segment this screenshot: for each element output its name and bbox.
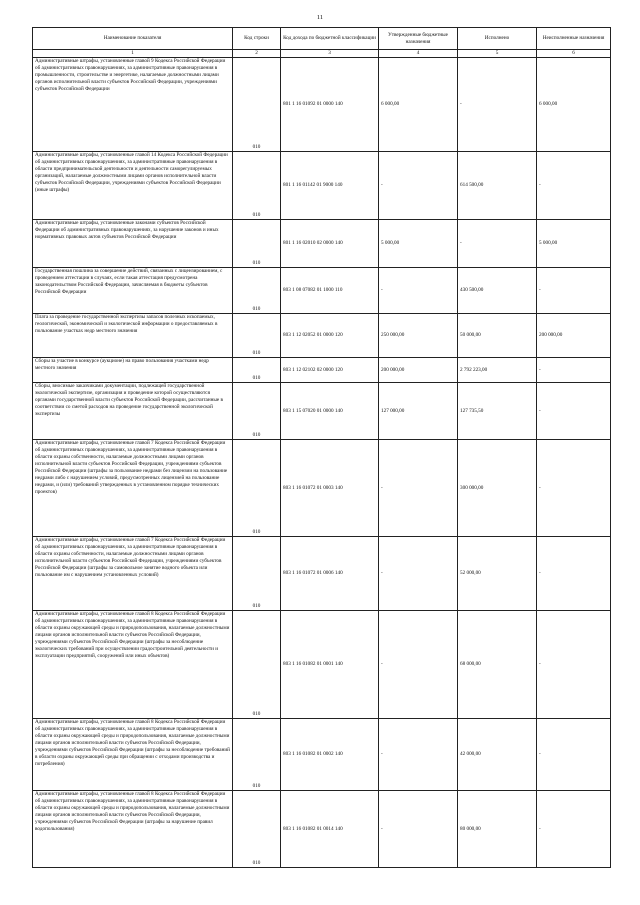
table-row xyxy=(33,58,611,152)
approved-amount: 6 000,00 xyxy=(379,58,458,152)
executed-amount: - xyxy=(458,220,537,268)
executed-amount: 42 000,00 xyxy=(458,719,537,791)
line-code: 010 xyxy=(233,537,281,611)
unexecuted-amount: 5 000,00 xyxy=(537,220,611,268)
table-row xyxy=(33,719,611,791)
indicator-name: Плата за проведение государственной экспертизы запасов полезных ископаемых, геологической, экономической и экологической информации о предоставляемых в пользование участках недр местного значения xyxy=(33,314,233,358)
table-row xyxy=(33,383,611,440)
line-code: 010 xyxy=(233,719,281,791)
unexecuted-amount: - xyxy=(537,268,611,314)
header-line-code: Код строки xyxy=(233,28,281,50)
approved-amount: - xyxy=(379,719,458,791)
income-code: 803 1 16 01072 01 0006 140 xyxy=(281,537,379,611)
page-number: 11 xyxy=(316,14,324,21)
unexecuted-amount: 6 000,00 xyxy=(537,58,611,152)
indicator-name: Административные штрафы, установленные главой 8 Кодекса Российской Федерации об административных правонарушениях, за административные правонарушения в области охраны окружающей среды и природопользования, налагаемые должностными лицами органов исполнительной власти субъектов Российской Федерации, учреждениями субъектов Российской Федерации (штрафы за несоблюдение требований в области охраны окружающей среды при обращении с отходами производства и потребления) xyxy=(33,719,233,791)
executed-amount: 80 000,00 xyxy=(458,791,537,868)
income-code: 801 1 16 01142 01 9000 140 xyxy=(281,152,379,220)
income-code: 801 1 16 01092 01 0000 140 xyxy=(281,58,379,152)
line-code: 010 xyxy=(233,791,281,868)
header-executed: Исполнено xyxy=(458,28,537,50)
income-code: 803 1 08 07082 01 1000 110 xyxy=(281,268,379,314)
executed-amount: 68 000,00 xyxy=(458,611,537,719)
unexecuted-amount: - xyxy=(537,719,611,791)
income-code: 803 1 16 01072 01 0003 140 xyxy=(281,440,379,537)
line-code: 010 xyxy=(233,152,281,220)
executed-amount: 300 000,00 xyxy=(458,440,537,537)
budget-execution-table xyxy=(32,27,611,868)
table-row xyxy=(33,537,611,611)
indicator-name: Административные штрафы, установленные главой 7 Кодекса Российской Федерации об административных правонарушениях, за административные правонарушения в области охраны собственности, налагаемые должностными лицами органов исполнительной власти субъектов Российской Федерации, учреждениями субъектов Российской Федерации (штрафы за самовольное занятие водного объекта или пользование им с нарушением установленных условий) xyxy=(33,537,233,611)
column-number-row xyxy=(33,50,611,58)
executed-amount: 614 500,00 xyxy=(458,152,537,220)
table-row xyxy=(33,220,611,268)
header-income-code: Код дохода по бюджетной классификации xyxy=(281,28,379,50)
approved-amount: - xyxy=(379,611,458,719)
table-row xyxy=(33,440,611,537)
line-code: 010 xyxy=(233,358,281,383)
table-header xyxy=(33,28,611,50)
executed-amount: 50 000,00 xyxy=(458,314,537,358)
indicator-name: Административные штрафы, установленные главой 7 Кодекса Российской Федерации об административных правонарушениях, за административные правонарушения в области охраны собственности, налагаемые должностными лицами органов исполнительной власти субъектов Российской Федерации, учреждениями субъектов Российской Федерации (штрафы за пользование недрами без лицензии на пользование недрами либо с нарушением условий, предусмотренных лицензией на пользование недрами, и (или) требований утвержденных в установленном порядке технических проектов) xyxy=(33,440,233,537)
line-code: 010 xyxy=(233,611,281,719)
executed-amount: 2 792 223,00 xyxy=(458,358,537,383)
unexecuted-amount: - xyxy=(537,152,611,220)
indicator-name: Административные штрафы, установленные главой 9 Кодекса Российской Федерации об административных правонарушениях, за административные правонарушения в промышленности, строительстве и энергетике, налагаемые должностными лицами органов исполнительной власти субъектов Российской Федерации, учреждениями субъектов Российской Федерации xyxy=(33,58,233,152)
approved-amount: 250 000,00 xyxy=(379,314,458,358)
column-number: 3 xyxy=(281,50,379,58)
table-row xyxy=(33,791,611,868)
unexecuted-amount: 200 000,00 xyxy=(537,314,611,358)
indicator-name: Сборы за участие в конкурсе (аукционе) на право пользования участками недр местного значения xyxy=(33,358,233,383)
table-row xyxy=(33,358,611,383)
approved-amount: 127 000,00 xyxy=(379,383,458,440)
table-row xyxy=(33,314,611,358)
column-number: 6 xyxy=(537,50,611,58)
approved-amount: - xyxy=(379,268,458,314)
indicator-name: Государственная пошлина за совершение действий, связанных с лицензированием, с проведением аттестации в случаях, если такая аттестация предусмотрена законодательством Российской Федерации, зачисляемая в бюджеты субъектов Российской Федерации xyxy=(33,268,233,314)
executed-amount: 127 735,50 xyxy=(458,383,537,440)
header-unexecuted: Неисполненные назначения xyxy=(537,28,611,50)
income-code: 803 1 16 01082 01 0001 140 xyxy=(281,611,379,719)
executed-amount: 430 500,00 xyxy=(458,268,537,314)
indicator-name: Административные штрафы, установленные главой 14 Кодекса Российской Федерации об административных правонарушениях, за административные правонарушения в области предпринимательской деятельности и деятельности саморегулируемых организаций, налагаемые должностными лицами органов исполнительной власти субъектов Российской Федерации, учреждениями субъектов Российской Федерации (иные штрафы) xyxy=(33,152,233,220)
income-code: 803 1 12 02102 02 0000 120 xyxy=(281,358,379,383)
table-row xyxy=(33,611,611,719)
indicator-name: Сборы, вносимые заказчиками документации, подлежащей государственной экологической экспертизе, организация и проведение которой осуществляются органами государственной власти субъектов Российской Федерации, рассчитанные в соответствии со сметой расходов на проведение государственной экологической экспертизы xyxy=(33,383,233,440)
line-code: 010 xyxy=(233,268,281,314)
executed-amount: 52 000,00 xyxy=(458,537,537,611)
approved-amount: - xyxy=(379,791,458,868)
indicator-name: Административные штрафы, установленные законами субъектов Российской Федерации об административных правонарушениях, за нарушение законов и иных нормативных правовых актов субъектов Российской Федерации xyxy=(33,220,233,268)
line-code: 010 xyxy=(233,383,281,440)
line-code: 010 xyxy=(233,220,281,268)
income-code: 803 1 16 01082 01 0014 140 xyxy=(281,791,379,868)
approved-amount: - xyxy=(379,537,458,611)
approved-amount: 5 000,00 xyxy=(379,220,458,268)
approved-amount: 200 000,00 xyxy=(379,358,458,383)
indicator-name: Административные штрафы, установленные главой 8 Кодекса Российской Федерации об административных правонарушениях, за административные правонарушения в области охраны окружающей среды и природопользования, налагаемые должностными лицами органов исполнительной власти субъектов Российской Федерации, учреждениями субъектов Российской Федерации (штрафы за нарушение правил водопользования) xyxy=(33,791,233,868)
line-code: 010 xyxy=(233,58,281,152)
unexecuted-amount: - xyxy=(537,611,611,719)
income-code: 801 1 16 02010 02 0000 140 xyxy=(281,220,379,268)
column-number: 2 xyxy=(233,50,281,58)
unexecuted-amount: - xyxy=(537,440,611,537)
table-row xyxy=(33,268,611,314)
header-indicator-name: Наименование показателя xyxy=(33,28,233,50)
column-number: 1 xyxy=(33,50,233,58)
approved-amount: - xyxy=(379,440,458,537)
income-code: 803 1 16 01082 01 0002 140 xyxy=(281,719,379,791)
unexecuted-amount: - xyxy=(537,383,611,440)
executed-amount: - xyxy=(458,58,537,152)
header-approved: Утвержденные бюджетные назначения xyxy=(379,28,458,50)
income-code: 803 1 15 07020 01 0000 140 xyxy=(281,383,379,440)
unexecuted-amount: - xyxy=(537,358,611,383)
table-row xyxy=(33,152,611,220)
unexecuted-amount: - xyxy=(537,537,611,611)
indicator-name: Административные штрафы, установленные главой 8 Кодекса Российской Федерации об административных правонарушениях, за административные правонарушения в области охраны окружающей среды и природопользования, налагаемые должностными лицами органов исполнительной власти субъектов Российской Федерации, учреждениями субъектов Российской Федерации (штрафы за несоблюдение экологических требований при осуществлении градостроительной деятельности и эксплуатации предприятий, сооружений или иных объектов) xyxy=(33,611,233,719)
line-code: 010 xyxy=(233,314,281,358)
line-code: 010 xyxy=(233,440,281,537)
approved-amount: - xyxy=(379,152,458,220)
column-number: 5 xyxy=(458,50,537,58)
income-code: 803 1 12 02052 01 0000 120 xyxy=(281,314,379,358)
unexecuted-amount: - xyxy=(537,791,611,868)
column-number: 4 xyxy=(379,50,458,58)
